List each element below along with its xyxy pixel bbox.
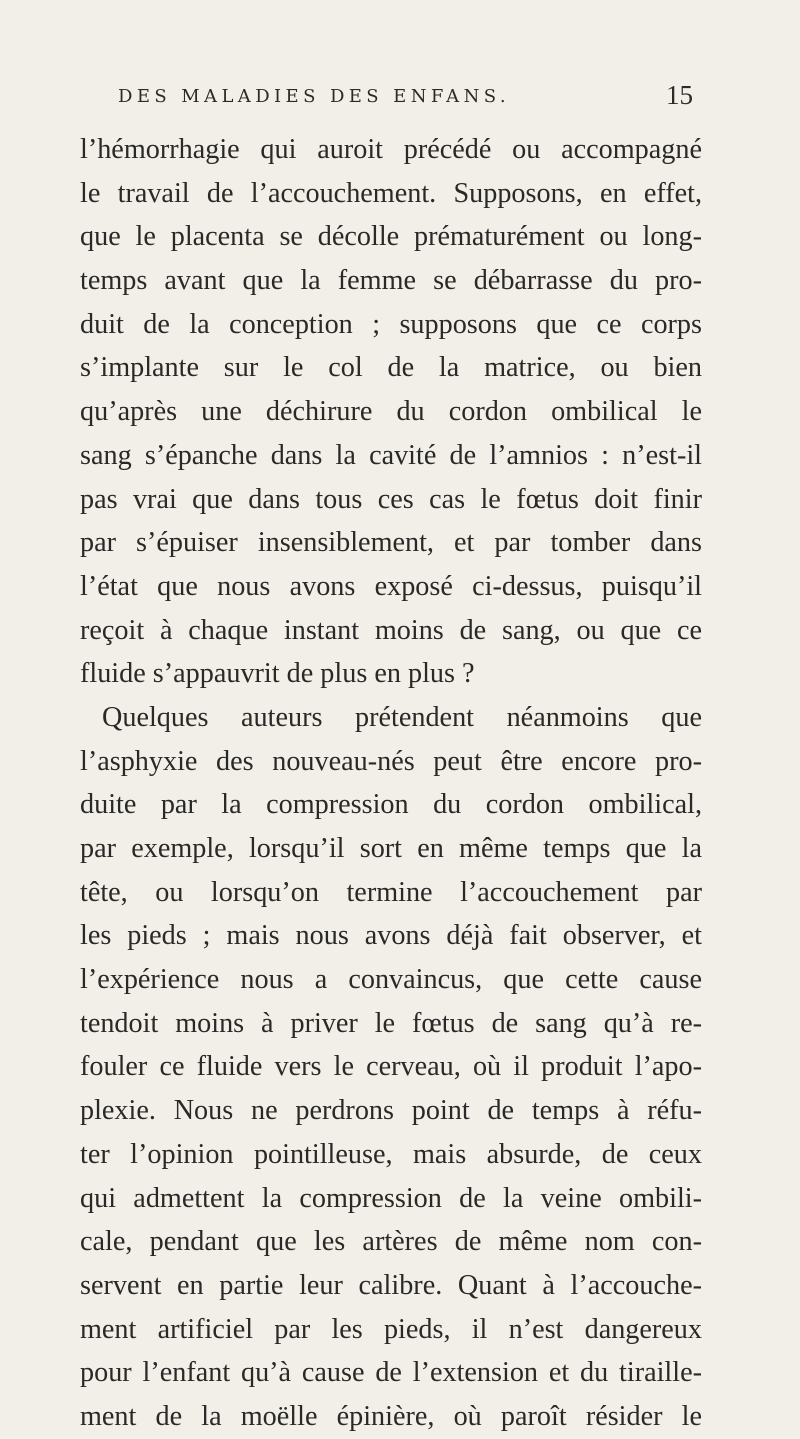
text-line: s’implante sur le col de la matrice, ou bien [80,352,702,384]
page-number: 15 [666,80,693,110]
text-line: l’hémorrhagie qui auroit précédé ou accompagné [80,134,702,165]
text-line: reçoit à chaque instant moins de sang, ou que ce [80,614,702,646]
text-line: pas vrai que dans tous ces cas le fœtus doit finir [80,483,702,515]
text-line: tête, ou lorsqu’on termine l’accouchement par [80,876,702,908]
text-line: par s’épuiser insensiblement, et par tomber dans [80,527,702,559]
text-line: duit de la conception ; supposons que ce corps [80,308,702,340]
text-line: ment de la moëlle épinière, où paroît résider le [80,1400,702,1432]
text-line: le travail de l’accouchement. Supposons, en effet, [80,177,702,209]
text-line: duite par la compression du cordon ombilical, [80,789,702,821]
text-line: l’asphyxie des nouveau-nés peut être encore pro- [80,745,702,777]
text-line: cale, pendant que les artères de même nom con- [80,1226,702,1258]
text-line: qui admettent la compression de la veine ombili- [80,1182,702,1214]
text-line: ment artificiel par les pieds, il n’est dangereux [80,1313,702,1345]
text-line: plexie. Nous ne perdrons point de temps à réfu- [80,1095,702,1127]
text-line: servent en partie leur calibre. Quant à l’accouche- [80,1269,702,1301]
text-line: l’expérience nous a convaincus, que cette cause [80,964,702,996]
text-line: par exemple, lorsqu’il sort en même temps que la [80,833,702,864]
text-line: ter l’opinion pointilleuse, mais absurde, de ceux [80,1138,702,1170]
text-line: tendoit moins à priver le fœtus de sang qu’à re- [80,1007,702,1039]
text-line: que le placenta se décolle prématurément ou long- [80,221,702,253]
text-line: Quelques auteurs prétendent néanmoins que [102,701,702,733]
body-text [80,128,702,1439]
text-line: fouler ce fluide vers le cerveau, où il produit l’apo- [80,1051,702,1083]
text-line: qu’après une déchirure du cordon ombilical le [80,396,702,428]
text-line: temps avant que la femme se débarrasse du pro- [80,265,702,297]
page-header [118,80,693,120]
text-line: les pieds ; mais nous avons déjà fait observer, et [80,920,702,952]
running-head: DES MALADIES DES ENFANS. [118,86,510,107]
text-line: fluide s’appauvrit de plus en plus ? [80,658,475,690]
text-line: l’état que nous avons exposé ci-dessus, puisqu’il [80,570,702,602]
text-line: pour l’enfant qu’à cause de l’extension et du tiraille- [80,1357,702,1389]
text-line: sang s’épanche dans la cavité de l’amnios : n’est-il [80,439,702,471]
